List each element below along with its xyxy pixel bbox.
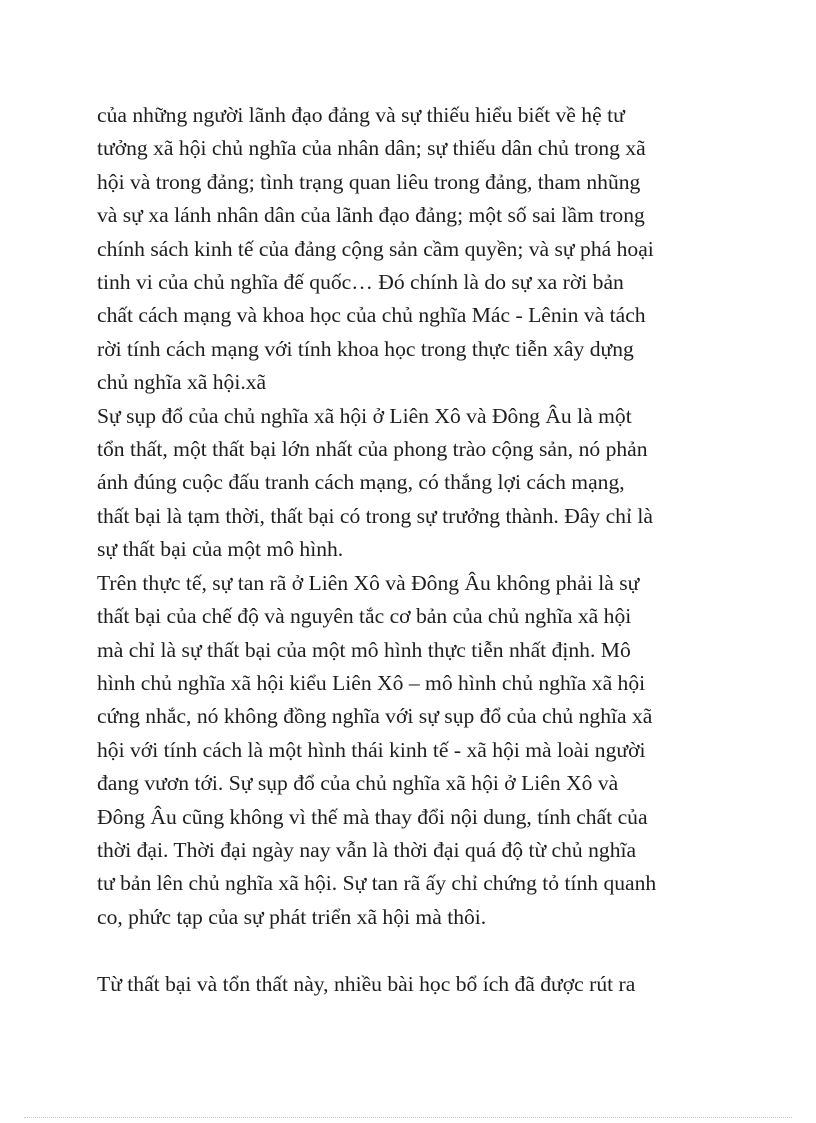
page-bottom-divider (24, 1117, 792, 1118)
paragraph-spacer (97, 934, 737, 967)
paragraph-3: Trên thực tế, sự tan rã ở Liên Xô và Đông Âu không phải là sự thất bại của chế độ và nguyên tắc cơ bản của chủ nghĩa xã hội mà chỉ là sự thất bại của một mô hình thực tiễn nhất định. Mô hình chủ nghĩa xã hội kiểu Liên Xô – mô hình chủ nghĩa xã hội cứng nhắc, nó không đồng nghĩa với sự sụp đổ của chủ nghĩa xã hội với tính cách là một hình thái kinh tế - xã hội mà loài người đang vươn tới. Sự sụp đổ của chủ nghĩa xã hội ở Liên Xô và Đông Âu cũng không vì thế mà thay đổi nội dung, tính chất của thời đại. Thời đại ngày nay vẫn là thời đại quá độ từ chủ nghĩa tư bản lên chủ nghĩa xã hội. Sự tan rã ấy chỉ chứng tỏ tính quanh co, phức tạp của sự phát triển xã hội mà thôi. (97, 570, 657, 929)
paragraph-2: Sự sụp đổ của chủ nghĩa xã hội ở Liên Xô và Đông Âu là một tổn thất, một thất bại lớn nhất của phong trào cộng sản, nó phản ánh đúng cuộc đấu tranh cách mạng, có thắng lợi cách mạng, thất bại là tạm thời, thất bại có trong sự trưởng thành. Đây chỉ là sự thất bại của một mô hình. (97, 403, 653, 562)
paragraph-4: Từ thất bại và tổn thất này, nhiều bài học bổ ích đã được rút ra (97, 971, 636, 996)
document-body (97, 99, 737, 1001)
paragraph-1: của những người lãnh đạo đảng và sự thiếu hiểu biết về hệ tư tưởng xã hội chủ nghĩa của nhân dân; sự thiếu dân chủ trong xã hội và trong đảng; tình trạng quan liêu trong đảng, tham nhũng và sự xa lánh nhân dân của lãnh đạo đảng; một số sai lầm trong chính sách kinh tế của đảng cộng sản cầm quyền; và sự phá hoại tinh vi của chủ nghĩa đế quốc… Đó chính là do sự xa rời bản chất cách mạng và khoa học của chủ nghĩa Mác - Lênin và tách rời tính cách mạng với tính khoa học trong thực tiễn xây dựng chủ nghĩa xã hội.xã (97, 103, 654, 395)
